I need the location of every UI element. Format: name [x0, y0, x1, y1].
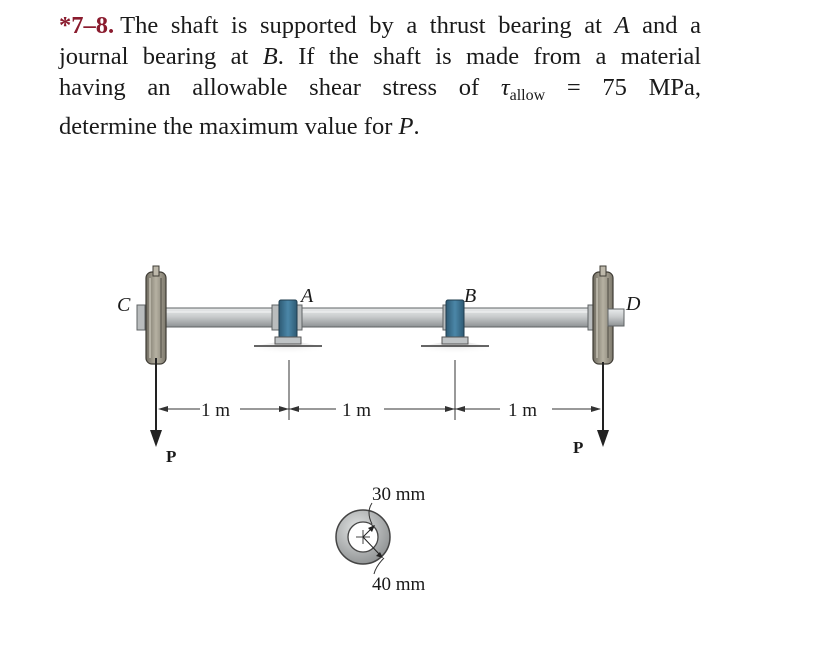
- label-a: A: [301, 285, 314, 307]
- problem-line-3: having an allowable shear stress of $\tau_{allow} = 75$ MPa,: [59, 74, 702, 104]
- problem-line-4: determine the maximum value for P.: [59, 113, 420, 140]
- dimension-extensions: [289, 360, 455, 420]
- shaft: [143, 308, 608, 327]
- load-label-left: P: [166, 447, 177, 466]
- label-b: B: [464, 285, 477, 307]
- label-d: D: [626, 293, 641, 315]
- problem-line-1: *7–8. The shaft is supported by a thrust bearing at A and a: [59, 12, 702, 39]
- label-c: C: [117, 294, 131, 316]
- outer-radius-label: 40 mm: [372, 574, 426, 595]
- pulley-c: [146, 266, 166, 364]
- inner-radius-label: 30 mm: [372, 484, 426, 505]
- problem-line-2: journal bearing at B. If the shaft is made from a material: [59, 43, 702, 70]
- dimension-label-3: 1 m: [508, 400, 538, 421]
- ground-a: [252, 342, 324, 360]
- load-arrow-left: [150, 358, 162, 447]
- ground-b: [419, 342, 491, 360]
- load-label-right: P: [573, 438, 584, 457]
- dimension-label-2: 1 m: [342, 400, 372, 421]
- thrust-bearing-a: [275, 300, 301, 344]
- shaft-cross-section: [336, 503, 390, 574]
- tau-symbol: $\tau_{allow}$: [500, 74, 546, 104]
- load-arrow-right: [597, 362, 609, 447]
- dimension-label-1: 1 m: [201, 400, 231, 421]
- problem-number: *7–8.: [59, 12, 115, 39]
